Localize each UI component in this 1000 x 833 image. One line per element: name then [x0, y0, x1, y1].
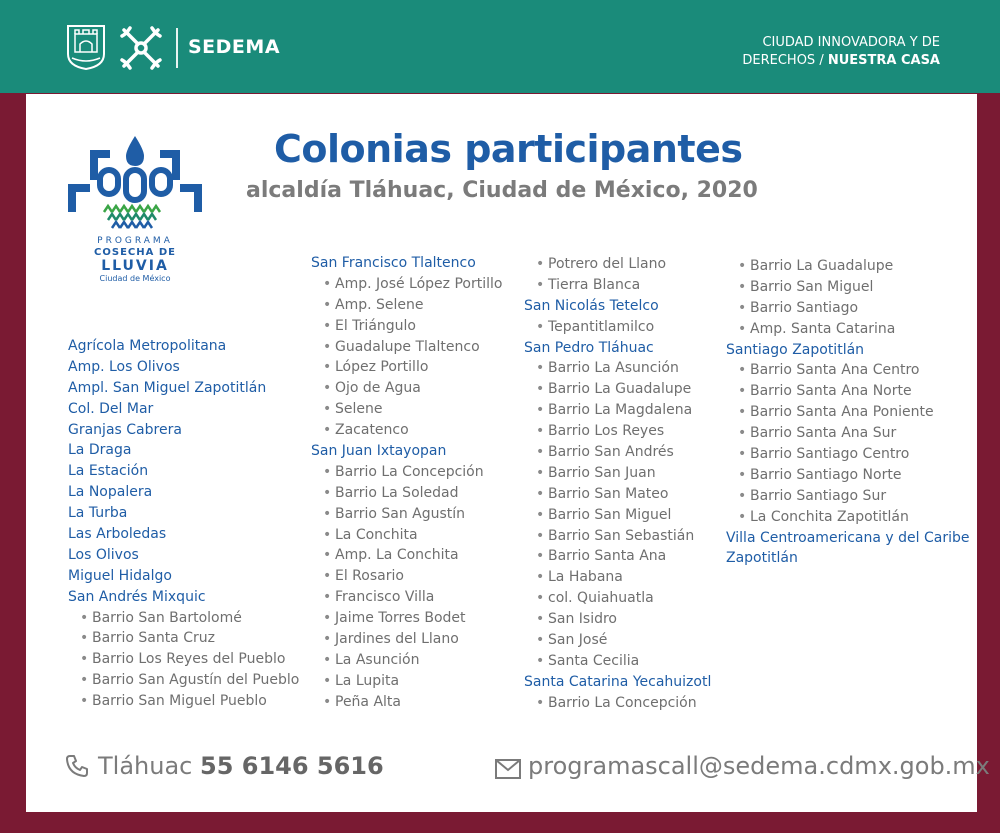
colonia-item: • Santa Cecilia: [524, 651, 711, 672]
column-3: [524, 254, 711, 714]
colonia-item: • Barrio San Miguel: [726, 277, 969, 298]
page-title: Colonias participantes: [274, 127, 743, 171]
colonia-item: • Barrio Santa Ana Centro: [726, 360, 969, 381]
colonia-item: • Tierra Blanca: [524, 275, 711, 296]
colonia-item: • Barrio Santiago Centro: [726, 444, 969, 465]
colonia-item: • Barrio Santa Ana: [524, 546, 711, 567]
colonia-item: • Barrio La Guadalupe: [726, 256, 969, 277]
colonia-item: • El Triángulo: [311, 316, 502, 337]
colonia-heading: Granjas Cabrera: [68, 421, 182, 438]
colonia-item: • La Conchita: [311, 525, 502, 546]
colonia-item: • Barrio Los Reyes: [524, 421, 711, 442]
colonia-heading: Los Olivos: [68, 546, 139, 563]
colonia-heading: San Francisco Tlaltenco: [311, 255, 476, 271]
header-divider: [176, 28, 178, 68]
colonia-heading: Santa Catarina Yecahuizotl: [524, 673, 712, 690]
colonia-heading: Miguel Hidalgo: [68, 567, 172, 584]
phone-number: 55 6146 5616: [200, 752, 384, 780]
colonia-heading: Santiago Zapotitlán: [726, 341, 865, 358]
colonia-item: • Barrio Santiago: [726, 298, 969, 319]
tagline-line-1: CIUDAD INNOVADORA Y DE: [762, 35, 940, 50]
colonia-heading: Zapotitlán: [726, 550, 798, 567]
colonia-heading: La Estación: [68, 463, 149, 480]
colonia-heading: Ampl. San Miguel Zapotitlán: [68, 379, 267, 396]
colonia-item: • Tepantitlamilco: [524, 317, 711, 338]
email-contact: programascall@sedema.cdmx.gob.mx: [528, 752, 990, 780]
tagline: [742, 34, 940, 70]
colonia-heading: La Draga: [68, 442, 132, 459]
colonia-item: • Barrio La Soledad: [311, 483, 502, 504]
colonia-item: • Barrio Santiago Norte: [726, 465, 969, 486]
phone-icon: [65, 754, 89, 778]
colonia-item: • col. Quiahuatla: [524, 588, 711, 609]
colonia-heading: San Andrés Mixquic: [68, 588, 206, 605]
colonia-item: • San José: [524, 630, 711, 651]
colonia-item: • Barrio La Concepción: [524, 693, 711, 714]
colonia-item: • Barrio Santiago Sur: [726, 486, 969, 507]
colonia-heading: Amp. Los Olivos: [68, 358, 180, 375]
colonia-item: • Amp. José López Portillo: [311, 274, 502, 295]
colonia-item: • La Lupita: [311, 671, 502, 692]
colonia-item: • Barrio Los Reyes del Pueblo: [68, 649, 299, 670]
colonia-item: • La Conchita Zapotitlán: [726, 507, 969, 528]
colonia-item: • La Habana: [524, 567, 711, 588]
tagline-line-2: [742, 52, 940, 70]
colonia-item: • Barrio Santa Cruz: [68, 628, 299, 649]
colonia-heading: Villa Centroamericana y del Caribe: [726, 529, 970, 546]
program-label-3: LLUVIA: [101, 258, 169, 274]
colonia-item: • Barrio La Magdalena: [524, 400, 711, 421]
colonia-item: • Zacatenco: [311, 420, 502, 441]
colonia-item: • Francisco Villa: [311, 587, 502, 608]
colonia-heading: Col. Del Mar: [68, 400, 154, 417]
colonia-item: • Amp. La Conchita: [311, 545, 502, 566]
colonia-item: • La Asunción: [311, 650, 502, 671]
colonia-item: • Barrio Santa Ana Norte: [726, 381, 969, 402]
colonia-heading: La Turba: [68, 505, 128, 522]
colonia-item: • Barrio San Agustín del Pueblo: [68, 670, 299, 691]
brand-name: SEDEMA: [188, 36, 281, 58]
colonia-item: • Barrio La Concepción: [311, 462, 502, 483]
phone-label: Tláhuac: [98, 752, 200, 780]
colonia-heading: San Juan Ixtayopan: [311, 443, 447, 460]
tagline-bold: NUESTRA CASA: [827, 53, 940, 68]
header-bar: [0, 0, 1000, 93]
colonia-item: • Potrero del Llano: [524, 254, 711, 275]
program-logo-icon: [66, 136, 204, 236]
cdmx-x-logo-icon: [118, 24, 164, 72]
colonia-item: • San Isidro: [524, 609, 711, 630]
colonia-item: • Barrio Santa Ana Sur: [726, 423, 969, 444]
colonia-item: • Peña Alta: [311, 692, 502, 713]
colonia-item: • Jaime Torres Bodet: [311, 608, 502, 629]
column-1: [68, 336, 299, 712]
colonia-heading: Las Arboledas: [68, 526, 167, 543]
colonia-item: • Ojo de Agua: [311, 378, 502, 399]
colonia-heading: San Nicolás Tetelco: [524, 297, 659, 314]
column-4: [726, 256, 969, 569]
colonia-item: • López Portillo: [311, 357, 502, 378]
tagline-prefix: DERECHOS /: [742, 53, 828, 68]
program-label-2: COSECHA DE: [94, 247, 176, 258]
colonia-item: • Barrio San Juan: [524, 463, 711, 484]
colonia-item: • Barrio San Miguel: [524, 505, 711, 526]
colonia-item: • Barrio La Asunción: [524, 358, 711, 379]
colonia-heading: Agrícola Metropolitana: [68, 338, 227, 354]
mail-icon: [495, 759, 521, 779]
colonia-item: • Selene: [311, 399, 502, 420]
colonia-item: • Barrio La Guadalupe: [524, 379, 711, 400]
colonia-item: • Jardines del Llano: [311, 629, 502, 650]
colonia-item: • Barrio San Agustín: [311, 504, 502, 525]
colonia-item: • Barrio San Mateo: [524, 484, 711, 505]
program-label: PROGRAMA: [97, 236, 173, 246]
colonia-item: • El Rosario: [311, 566, 502, 587]
colonia-heading: La Nopalera: [68, 484, 153, 501]
colonia-heading: San Pedro Tláhuac: [524, 339, 654, 356]
colonia-item: • Amp. Selene: [311, 295, 502, 316]
colonia-item: • Barrio Santa Ana Poniente: [726, 402, 969, 423]
column-2: [311, 253, 502, 713]
colonia-item: • Barrio San Bartolomé: [68, 608, 299, 629]
colonia-item: • Guadalupe Tlaltenco: [311, 337, 502, 358]
colonia-item: • Barrio San Andrés: [524, 442, 711, 463]
page-subtitle: alcaldía Tláhuac, Ciudad de México, 2020: [246, 178, 758, 203]
colonia-item: • Barrio San Sebastián: [524, 526, 711, 547]
program-wordmark: [66, 236, 204, 284]
colonia-item: • Amp. Santa Catarina: [726, 319, 969, 340]
colonia-item: • Barrio San Miguel Pueblo: [68, 691, 299, 712]
cdmx-shield-icon: [66, 24, 106, 70]
phone-contact: [98, 752, 384, 780]
program-city: Ciudad de México: [99, 274, 171, 283]
